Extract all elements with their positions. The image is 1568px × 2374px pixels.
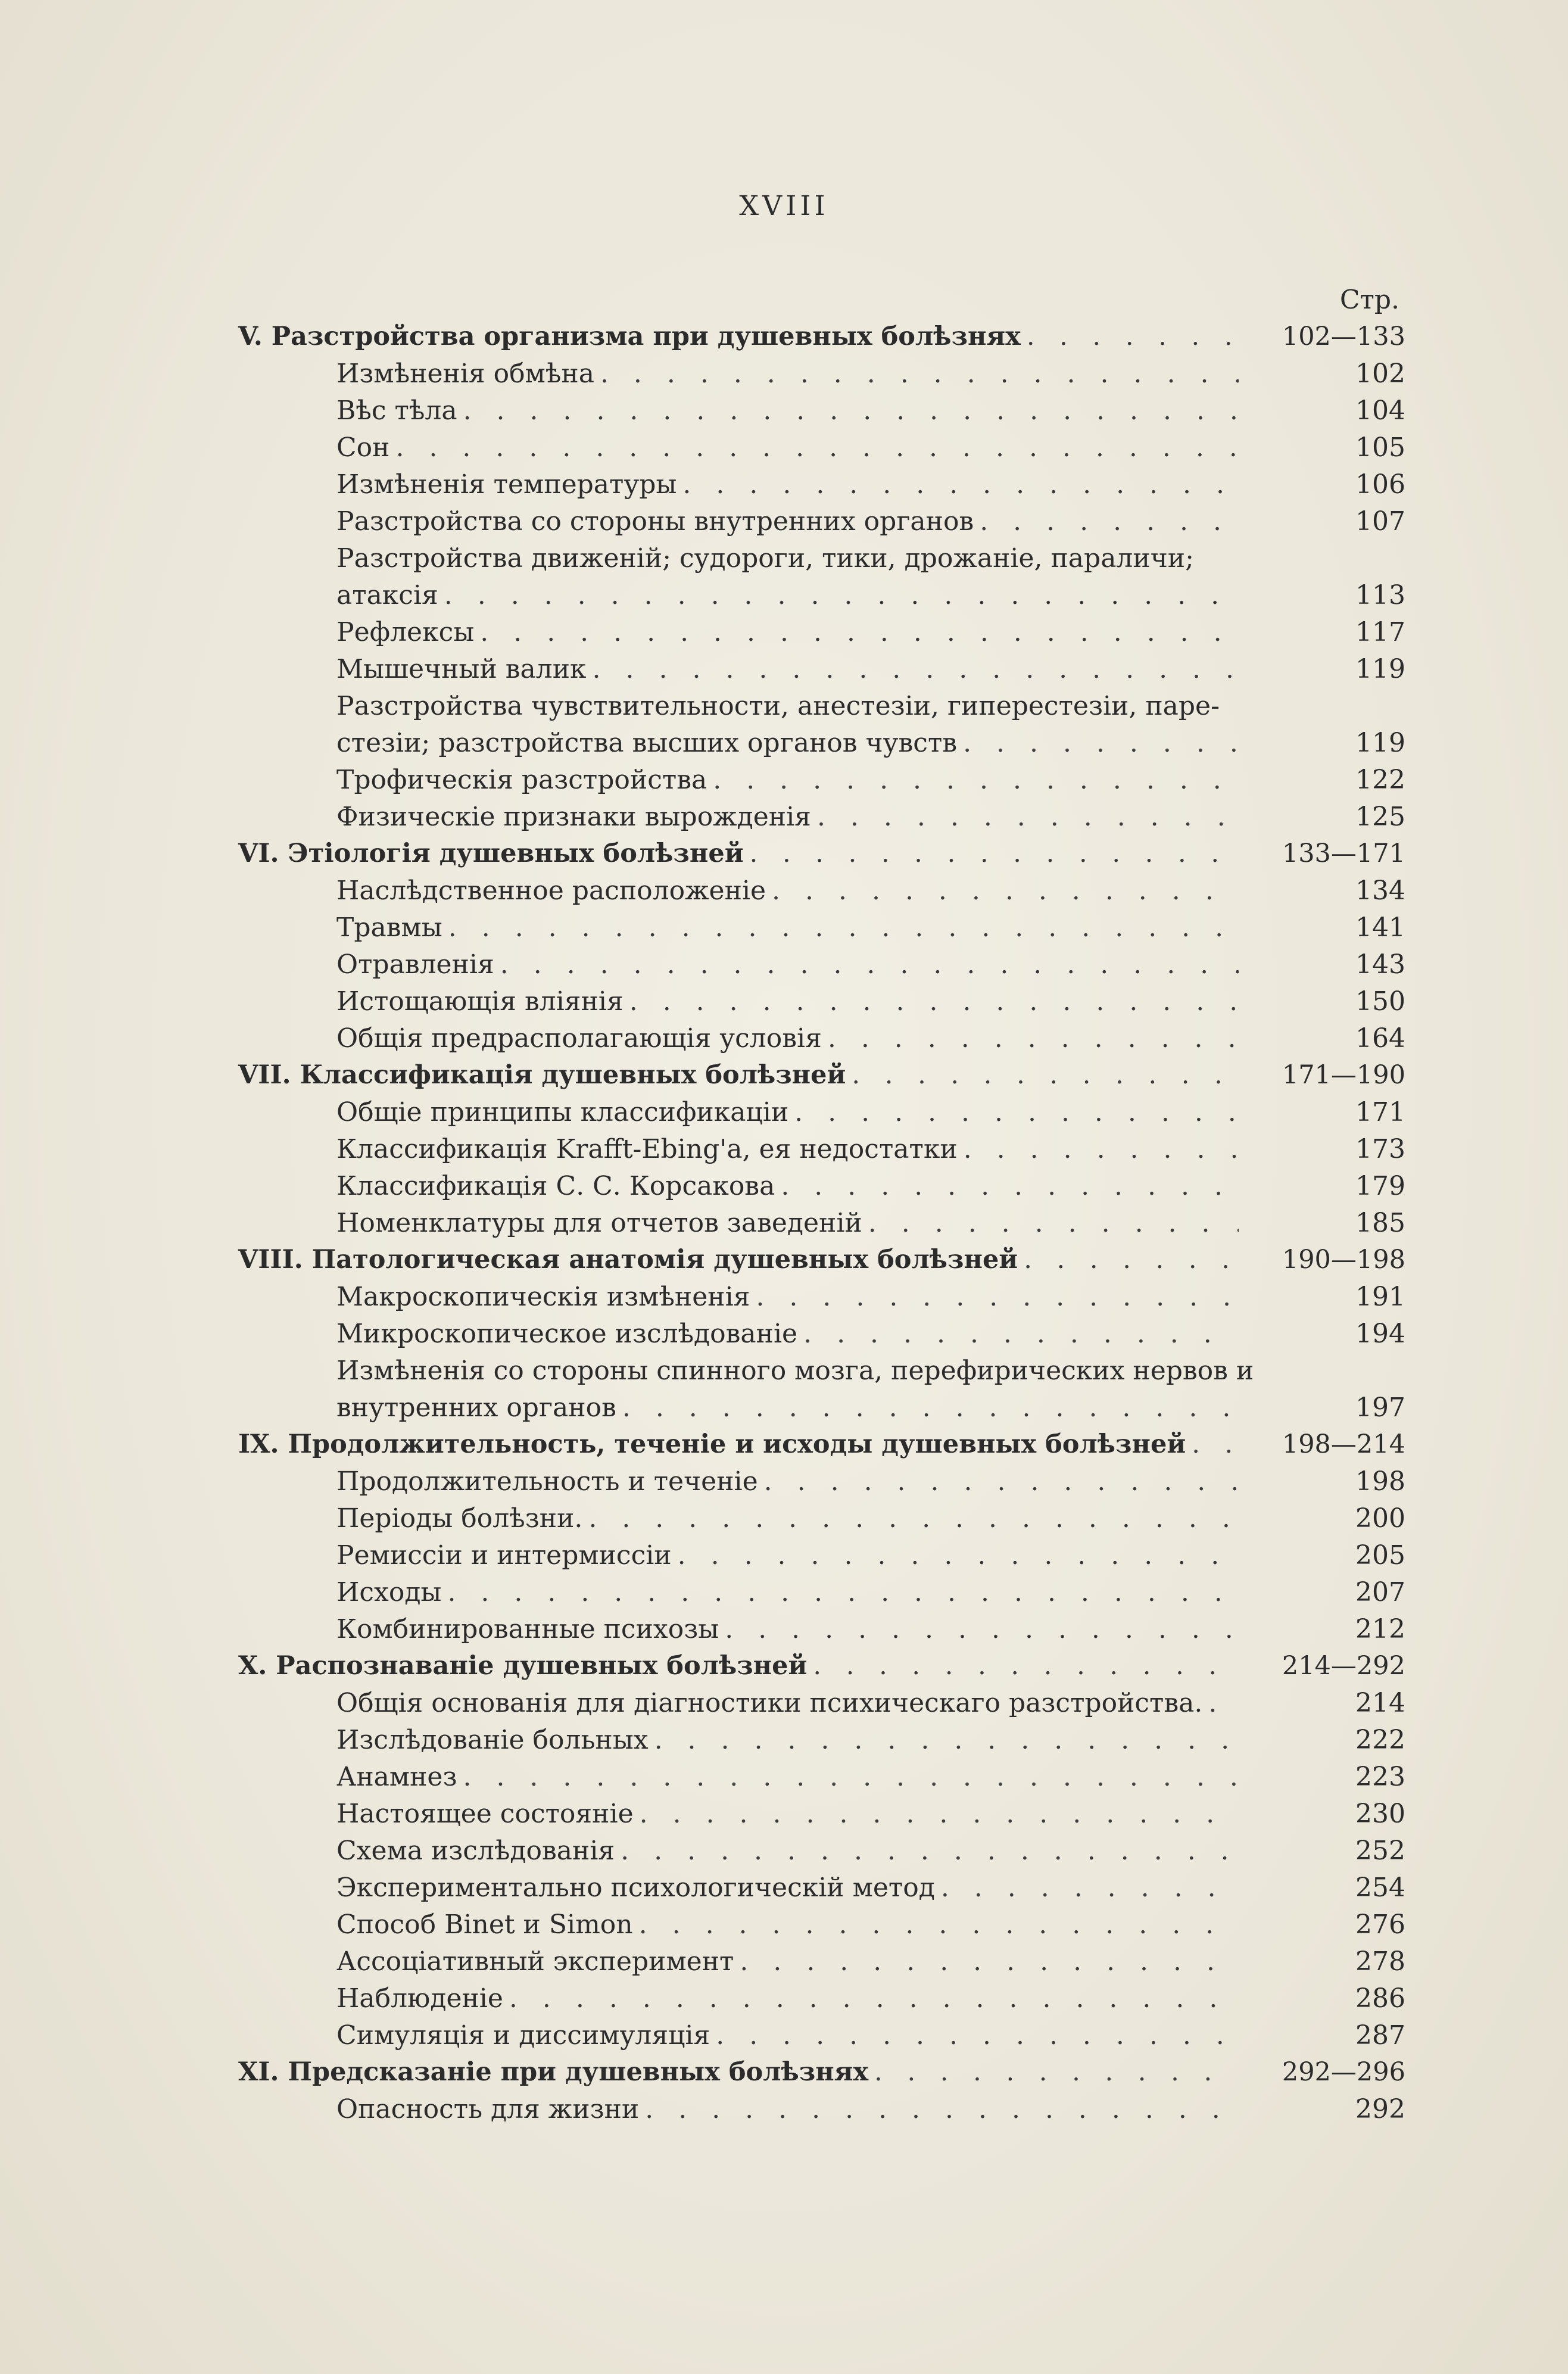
- toc-entry-title: Общіе принципы классификаціи: [336, 1097, 789, 1127]
- toc-entry-pages: 287: [1355, 2020, 1405, 2051]
- dot-leader: [600, 359, 1239, 389]
- dot-leader: [682, 469, 1239, 500]
- toc-entry[interactable]: [238, 395, 1405, 432]
- dot-leader: [740, 1946, 1239, 1977]
- toc-entry-title: Сон: [336, 432, 390, 463]
- dot-leader: [828, 1023, 1239, 1054]
- toc-entry[interactable]: [238, 359, 1405, 395]
- toc-entry-title: Наблюденіе: [336, 1983, 503, 2014]
- toc-entry-pages: 102: [1355, 359, 1405, 389]
- toc-entry-pages: 117: [1355, 617, 1405, 647]
- toc-entry-pages: 252: [1355, 1836, 1405, 1866]
- toc-entry-pages: 107: [1355, 506, 1405, 537]
- toc-entry[interactable]: [238, 1503, 1405, 1540]
- dot-leader: [764, 1466, 1239, 1497]
- dot-leader: [1208, 1688, 1239, 1718]
- toc-entry[interactable]: [238, 1023, 1405, 1060]
- dot-leader: [593, 654, 1239, 684]
- dot-leader: [874, 2057, 1239, 2087]
- toc-entry-pages: 205: [1355, 1540, 1405, 1571]
- dot-leader: [588, 1503, 1239, 1534]
- toc-entry-title: атаксія: [336, 580, 438, 610]
- toc-entry-title: Трофическія разстройства: [336, 765, 707, 795]
- toc-entry[interactable]: [238, 1725, 1405, 1762]
- toc-entry-title: Макроскопическія измѣненія: [336, 1282, 750, 1312]
- toc-entry[interactable]: [238, 1466, 1405, 1503]
- toc-entry-continued-line: Разстройства чувствительности, анестезіи, гиперестезіи, паре-: [336, 691, 1220, 721]
- dot-leader: [622, 1392, 1239, 1423]
- toc-entry[interactable]: [238, 1577, 1405, 1614]
- dot-leader: [447, 1577, 1239, 1607]
- toc-entry-pages: 134: [1355, 876, 1405, 906]
- toc-entry-pages: 185: [1355, 1208, 1405, 1238]
- toc-entry-title: Истощающія вліянія: [336, 986, 624, 1017]
- toc-entry[interactable]: [238, 654, 1405, 691]
- toc-chapter[interactable]: [238, 1060, 1405, 1097]
- dot-leader: [448, 912, 1239, 943]
- dot-leader: [980, 506, 1239, 537]
- toc-chapter[interactable]: [238, 2057, 1405, 2094]
- toc-entry[interactable]: [238, 986, 1405, 1023]
- toc-entry-title: Физическіе признаки вырожденія: [336, 802, 811, 832]
- toc-entry-pages: 190—198: [1282, 1245, 1405, 1275]
- toc-entry[interactable]: [238, 1540, 1405, 1577]
- dot-leader: [480, 617, 1239, 647]
- dot-leader: [772, 876, 1239, 906]
- toc-entry-pages: 141: [1355, 912, 1405, 943]
- toc-entry-title: Періоды болѣзни.: [336, 1503, 583, 1534]
- toc-entry-title: Измѣненія температуры: [336, 469, 677, 500]
- dot-leader: [756, 1282, 1239, 1312]
- toc-entry[interactable]: [238, 432, 1405, 469]
- toc-entry-pages: 198—214: [1282, 1429, 1405, 1459]
- toc-entry[interactable]: [238, 949, 1405, 986]
- toc-entry[interactable]: [238, 506, 1405, 543]
- toc-entry-pages: 113: [1355, 580, 1405, 610]
- toc-entry-pages: 102—133: [1282, 322, 1405, 351]
- dot-leader: [868, 1208, 1239, 1238]
- toc-entry-title: VII. Классификація душевных болѣзней: [238, 1060, 846, 1090]
- toc-chapter[interactable]: [238, 1651, 1405, 1688]
- dot-leader: [963, 728, 1239, 758]
- toc-entry-pages: 179: [1355, 1171, 1405, 1201]
- toc-entry-title: IX. Продолжительность, теченіе и исходы душевных болѣзней: [238, 1429, 1186, 1459]
- toc-entry-title: X. Распознаваніе душевных болѣзней: [238, 1651, 808, 1681]
- toc-entry[interactable]: [238, 1909, 1405, 1946]
- dot-leader: [629, 986, 1239, 1017]
- dot-leader: [463, 1762, 1239, 1792]
- dot-leader: [678, 1540, 1239, 1571]
- toc-entry[interactable]: [238, 617, 1405, 654]
- toc-entry[interactable]: [238, 912, 1405, 949]
- toc-entry-pages: 197: [1355, 1392, 1405, 1423]
- toc-entry-pages: 164: [1355, 1023, 1405, 1054]
- toc-entry-pages: 106: [1355, 469, 1405, 500]
- toc-entry-title: внутренних органов: [336, 1392, 616, 1423]
- toc-entry-title: Общія основанія для діагностики психическаго разстройства.: [336, 1688, 1203, 1718]
- toc-entry-pages: 191: [1355, 1282, 1405, 1312]
- toc-entry-title: стезіи; разстройства высших органов чувств: [336, 728, 958, 758]
- dot-leader: [1024, 1245, 1239, 1275]
- toc-entry-pages: 254: [1355, 1873, 1405, 1903]
- toc-chapter[interactable]: [238, 1245, 1405, 1282]
- toc-entry-title: Исходы: [336, 1577, 442, 1607]
- toc-entry-title: Анамнез: [336, 1762, 457, 1792]
- dot-leader: [713, 765, 1239, 795]
- toc-entry-title: Номенклатуры для отчетов заведеній: [336, 1208, 862, 1238]
- table-of-contents: [238, 322, 1405, 2131]
- dot-leader: [803, 1319, 1239, 1349]
- toc-entry-title: Способ Binet и Simon: [336, 1909, 633, 1940]
- dot-leader: [1192, 1429, 1239, 1459]
- toc-entry-pages: 105: [1355, 432, 1405, 463]
- toc-entry[interactable]: [238, 1171, 1405, 1208]
- toc-entry[interactable]: [238, 580, 1405, 617]
- toc-entry-title: Опасность для жизни: [336, 2094, 640, 2124]
- toc-entry-pages: 119: [1355, 728, 1405, 758]
- dot-leader: [444, 580, 1239, 610]
- toc-entry-title: Схема изслѣдованія: [336, 1836, 615, 1866]
- toc-entry-title: Отравленія: [336, 949, 494, 980]
- dot-leader: [813, 1651, 1239, 1681]
- dot-leader: [500, 949, 1239, 980]
- toc-entry[interactable]: [238, 1983, 1405, 2020]
- dot-leader: [395, 432, 1239, 463]
- toc-entry-title: Мышечный валик: [336, 654, 587, 684]
- toc-entry-pages: 207: [1355, 1577, 1405, 1607]
- toc-entry[interactable]: [238, 1208, 1405, 1245]
- toc-entry-title: Классификація С. С. Корсакова: [336, 1171, 775, 1201]
- toc-entry-pages: 212: [1355, 1614, 1405, 1644]
- toc-entry-title: Измѣненія обмѣна: [336, 359, 594, 389]
- toc-chapter[interactable]: [238, 1429, 1405, 1466]
- dot-leader: [1027, 322, 1239, 351]
- toc-entry-pages: 214: [1355, 1688, 1405, 1718]
- toc-entry[interactable]: [238, 765, 1405, 802]
- dot-leader: [750, 839, 1239, 868]
- toc-entry-title: Настоящее состояніе: [336, 1799, 634, 1829]
- toc-entry-pages: 119: [1355, 654, 1405, 684]
- toc-entry-title: V. Разстройства организма при душевных болѣзнях: [238, 322, 1021, 351]
- toc-entry-title: Рефлексы: [336, 617, 475, 647]
- toc-entry-title: Комбинированные психозы: [336, 1614, 719, 1644]
- dot-leader: [645, 2094, 1239, 2124]
- toc-entry[interactable]: [238, 1762, 1405, 1799]
- toc-entry[interactable]: [238, 1319, 1405, 1356]
- toc-entry[interactable]: [238, 469, 1405, 506]
- toc-entry-pages: 198: [1355, 1466, 1405, 1497]
- page-number: XVIII: [739, 189, 829, 222]
- toc-entry-pages: 223: [1355, 1762, 1405, 1792]
- dot-leader: [639, 1909, 1239, 1940]
- toc-entry[interactable]: [238, 802, 1405, 839]
- toc-entry-pages: 143: [1355, 949, 1405, 980]
- dot-leader: [852, 1060, 1239, 1090]
- toc-chapter[interactable]: [238, 839, 1405, 876]
- dot-leader: [654, 1725, 1239, 1755]
- toc-entry[interactable]: [238, 1873, 1405, 1909]
- toc-entry[interactable]: [238, 1097, 1405, 1134]
- dot-leader: [941, 1873, 1239, 1903]
- toc-entry-title: VI. Этіологія душевных болѣзней: [238, 839, 744, 868]
- dot-leader: [716, 2020, 1239, 2051]
- toc-entry-title: Экспериментально психологическій метод: [336, 1873, 935, 1903]
- toc-entry-pages: 171: [1355, 1097, 1405, 1127]
- pages-column-header: Стр.: [1339, 285, 1399, 315]
- toc-entry-continued-line: Разстройства движеній; судороги, тики, дрожаніе, параличи;: [336, 543, 1194, 574]
- toc-entry-title: Вѣс тѣла: [336, 395, 457, 426]
- toc-entry-pages: 278: [1355, 1946, 1405, 1977]
- toc-entry-pages: 133—171: [1282, 839, 1405, 868]
- toc-entry-title: Разстройства со стороны внутренних органов: [336, 506, 974, 537]
- toc-entry[interactable]: [238, 1836, 1405, 1873]
- toc-entry[interactable]: [238, 1799, 1405, 1836]
- toc-entry-pages: 230: [1355, 1799, 1405, 1829]
- toc-entry-pages: 214—292: [1282, 1651, 1405, 1681]
- toc-entry[interactable]: [238, 1282, 1405, 1319]
- toc-entry-pages: 171—190: [1282, 1060, 1405, 1090]
- toc-entry-continued-line: Измѣненія со стороны спинного мозга, перефирических нервов и: [336, 1356, 1254, 1386]
- toc-chapter[interactable]: [238, 322, 1405, 359]
- toc-entry-title: Микроскопическое изслѣдованіе: [336, 1319, 798, 1349]
- toc-entry-title: Симуляція и диссимуляція: [336, 2020, 710, 2051]
- dot-leader: [817, 802, 1239, 832]
- toc-entry-title: Наслѣдственное расположеніе: [336, 876, 766, 906]
- toc-entry-title: Изслѣдованіе больных: [336, 1725, 649, 1755]
- toc-entry[interactable]: [238, 2094, 1405, 2131]
- toc-entry[interactable]: [238, 728, 1405, 765]
- toc-entry[interactable]: [238, 1392, 1405, 1429]
- toc-entry[interactable]: [238, 1134, 1405, 1171]
- dot-leader: [640, 1799, 1239, 1829]
- toc-entry[interactable]: [238, 2020, 1405, 2057]
- toc-entry-title: Общія предрасполагающія условія: [336, 1023, 822, 1054]
- toc-entry-title: XI. Предсказаніе при душевных болѣзнях: [238, 2057, 869, 2087]
- toc-entry-pages: 104: [1355, 395, 1405, 426]
- dot-leader: [794, 1097, 1239, 1127]
- toc-entry-pages: 150: [1355, 986, 1405, 1017]
- toc-entry-title: Продолжительность и теченіе: [336, 1466, 758, 1497]
- toc-entry-pages: 122: [1355, 765, 1405, 795]
- toc-entry[interactable]: [238, 1614, 1405, 1651]
- dot-leader: [509, 1983, 1239, 2014]
- dot-leader: [781, 1171, 1239, 1201]
- toc-entry-title: Ассоціативный эксперимент: [336, 1946, 734, 1977]
- dot-leader: [725, 1614, 1239, 1644]
- dot-leader: [964, 1134, 1239, 1164]
- toc-entry-pages: 276: [1355, 1909, 1405, 1940]
- toc-entry-title: Классификація Krafft-Ebing'а, ея недостатки: [336, 1134, 958, 1164]
- toc-entry-pages: 292—296: [1282, 2057, 1405, 2087]
- toc-entry-pages: 173: [1355, 1134, 1405, 1164]
- toc-entry[interactable]: [238, 1946, 1405, 1983]
- toc-entry-title: VIII. Патологическая анатомія душевных болѣзней: [238, 1245, 1018, 1275]
- toc-entry-pages: 194: [1355, 1319, 1405, 1349]
- toc-entry-pages: 200: [1355, 1503, 1405, 1534]
- toc-entry-pages: 222: [1355, 1725, 1405, 1755]
- toc-entry-title: Травмы: [336, 912, 442, 943]
- toc-entry-pages: 125: [1355, 802, 1405, 832]
- toc-entry-pages: 292: [1355, 2094, 1405, 2124]
- toc-entry-title: Ремиссіи и интермиссіи: [336, 1540, 672, 1571]
- toc-entry-pages: 286: [1355, 1983, 1405, 2014]
- dot-leader: [621, 1836, 1239, 1866]
- dot-leader: [463, 395, 1239, 426]
- toc-entry[interactable]: [238, 876, 1405, 912]
- toc-entry[interactable]: [238, 1688, 1405, 1725]
